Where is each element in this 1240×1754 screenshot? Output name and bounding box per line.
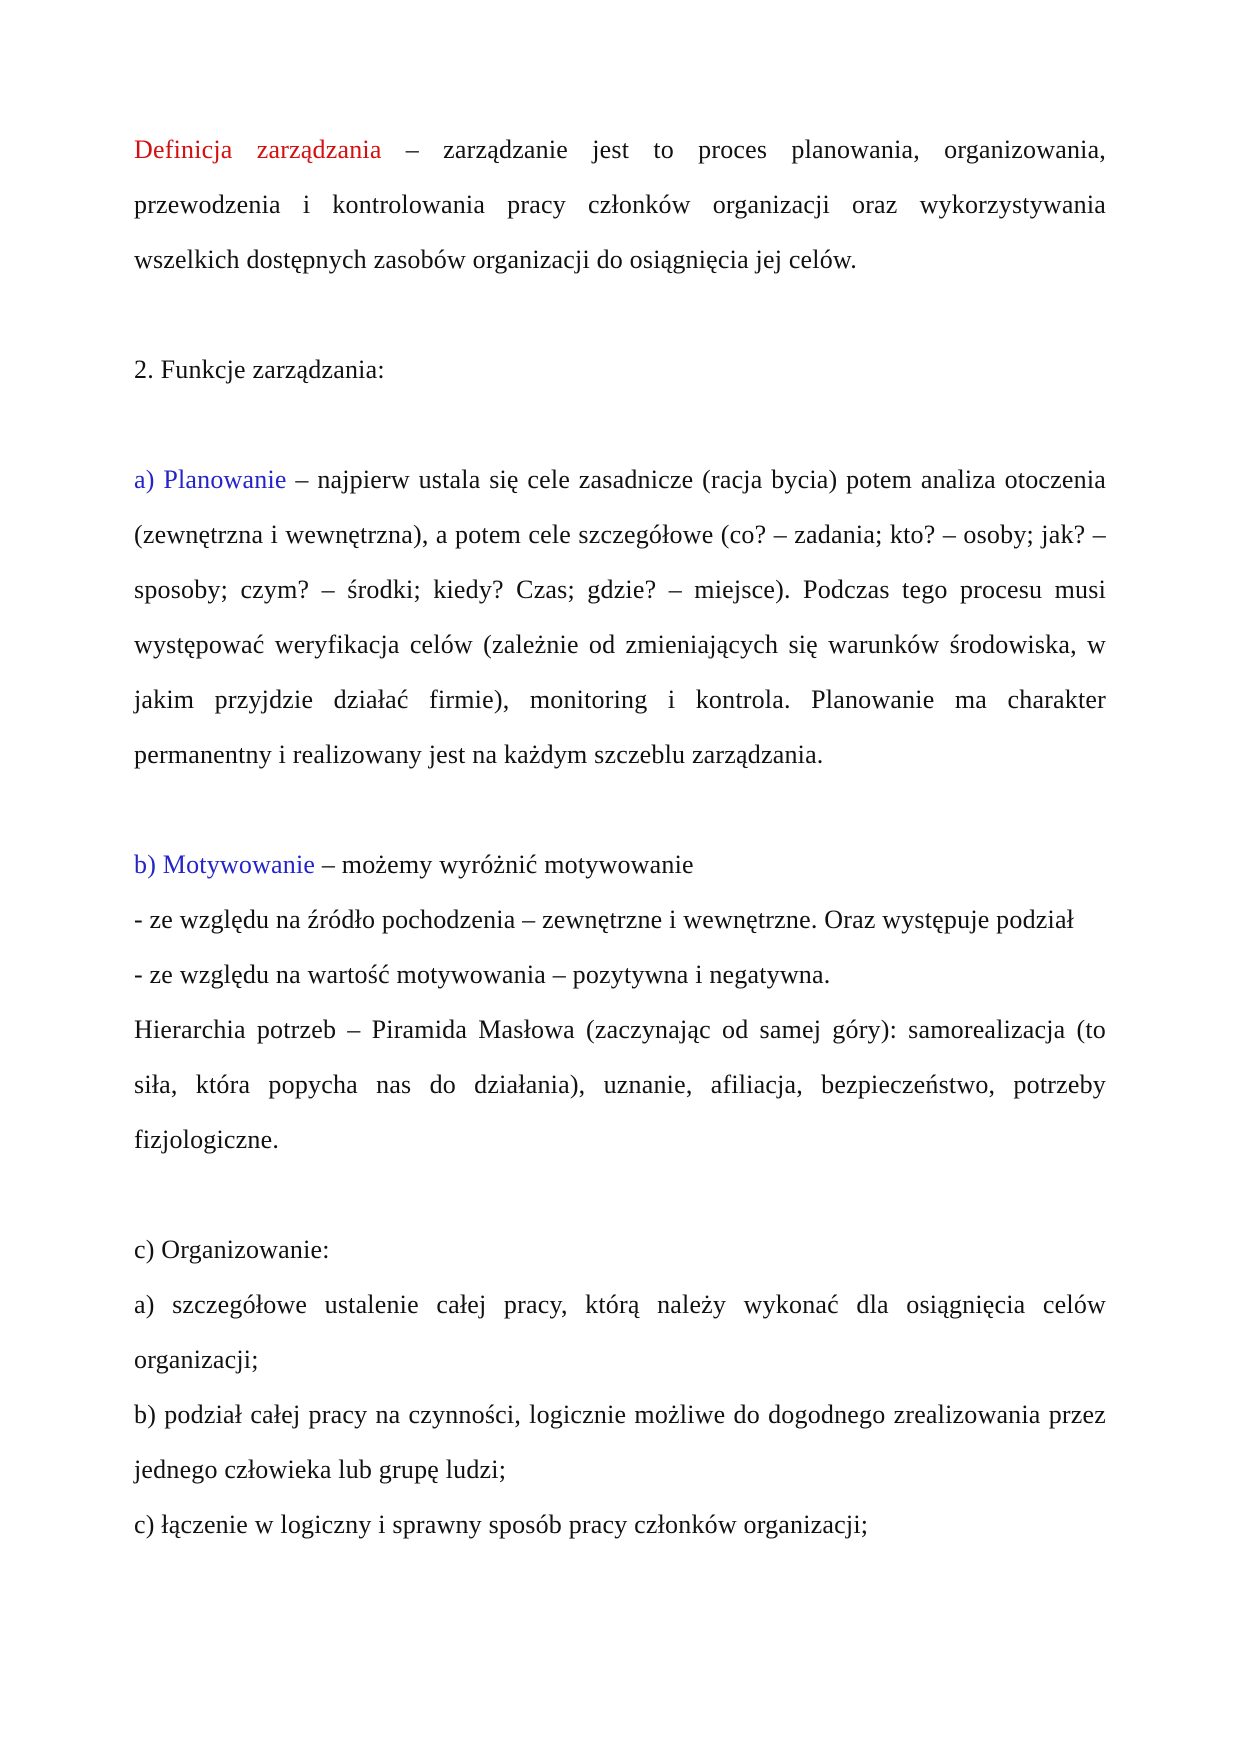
motivation-line-hierarchy: Hierarchia potrzeb – Piramida Masłowa (zaczynając od samej góry): samorealizacja (to siła, która popycha nas do działania), uznanie, afiliacja, bezpieczeństwo, potrzeby fizjologiczne.: [134, 1015, 1106, 1154]
motivation-line-source: - ze względu na źródło pochodzenia – zewnętrzne i wewnętrzne. Oraz występuje podział: [134, 905, 1075, 934]
motivation-intro-text: – możemy wyróżnić motywowanie: [315, 850, 694, 879]
planning-lead-blue: a) Planowanie: [134, 465, 287, 494]
paragraph-motivation-intro: [134, 837, 1106, 892]
planning-text: – najpierw ustala się cele zasadnicze (racja bycia) potem analiza otoczenia (zewnętrzna i wewnętrzna), a potem cele szczegółowe (co? – zadania; kto? – osoby; jak? – sposoby; czym? – środki; kiedy? Czas; gdzie? – miejsce). Podczas tego procesu musi występować weryfikacja celów (zależnie od zmieniających się warunków środowiska, w jakim przyjdzie działać firmie), monitoring i kontrola. Planowanie ma charakter permanentny i realizowany jest na każdym szczeblu zarządzania.: [134, 465, 1106, 769]
paragraph-definition: [134, 122, 1106, 287]
organizing-item-b: b) podział całej pracy na czynności, logicznie możliwe do dogodnego zrealizowania przez jednego człowieka lub grupę ludzi;: [134, 1400, 1106, 1484]
organizing-item-c: c) łączenie w logiczny i sprawny sposób pracy członków organizacji;: [134, 1510, 869, 1539]
organizing-item-a: a) szczegółowe ustalenie całej pracy, którą należy wykonać dla osiągnięcia celów organizacji;: [134, 1290, 1106, 1374]
motivation-lead-blue: b) Motywowanie: [134, 850, 316, 879]
document-body: [134, 122, 1106, 1552]
heading-functions: 2. Funkcje zarządzania:: [134, 355, 385, 384]
definition-text: – zarządzanie jest to proces planowania, organizowania, przewodzenia i kontrolowania pracy członków organizacji oraz wykorzystywania wszelkich dostępnych zasobów organizacji do osiągnięcia jej celów.: [134, 135, 1107, 274]
paragraph-planning: [134, 452, 1106, 782]
definition-term-red: Definicja zarządzania: [134, 135, 382, 164]
heading-organizing-blue: c) Organizowanie:: [134, 1235, 330, 1264]
motivation-line-value: - ze względu na wartość motywowania – pozytywna i negatywna.: [134, 960, 831, 989]
